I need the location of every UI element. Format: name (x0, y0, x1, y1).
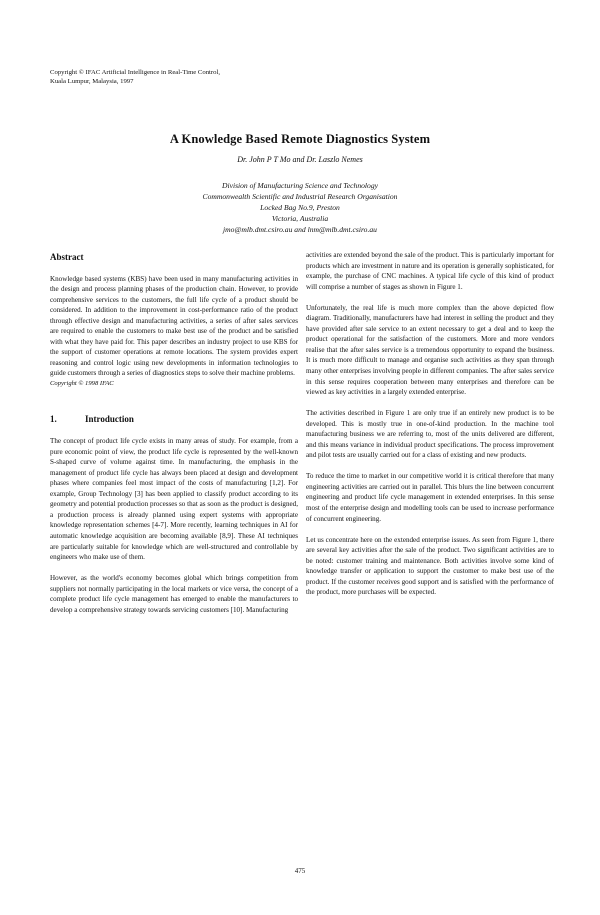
right-paragraph-1: activities are extended beyond the sale of the product. This is particularly important for products which are investment in nature and its operation is generally sophisticated, for example, the purchase of CNC machines. A typical life cycle of this kind of product will comprise a number of stages as shown in Figure 1. (306, 251, 555, 291)
abstract-text: Knowledge based systems (KBS) have been used in many manufacturing activities in the design and process planning phases of the production chain. However, to provide comprehensive services to the customers, the full life cycle of a product should be considered. In addition to the improvement in cost-performance ratio of the product through effective design and manufacturing activities, a series of after sales services are required to enable the customers to make best use of the product and be satisfied with what they have paid for. This paper describes an industry project to use KBS for the support of customer operations at remote locations. The system provides expert reasoning and control logic using new developments in information technologies to guide customers through a series of diagnostics steps to solve their machine problems. (50, 274, 298, 378)
affiliation-line: Victoria, Australia (271, 214, 329, 223)
right-paragraph-4: To reduce the time to market in our competitive world it is critical therefore that many engineering activities are carried out in parallel. This blurs the line between concurrent engineering and product life cycle management in extended enterprises. In this sense most of the enterprise design and modelling tools can be used to increase performance of concurrent engineering. (306, 472, 554, 523)
affiliation-line: Division of Manufacturing Science and Technology (222, 181, 378, 190)
paper-authors: Dr. John P T Mo and Dr. Laszlo Nemes (237, 155, 363, 164)
section-number: 1. (50, 413, 57, 424)
intro-paragraph-2: However, as the world's economy becomes global which brings competition from suppliers not normally participating in the local markets or vice versa, the concept of a complete product life cycle management has emerged to enable the manufacturers to develop a comprehensive strategy towards servicing customers [10]. Manufacturing (50, 574, 298, 614)
abstract-copyright: Copyright © 1998 IFAC (50, 380, 114, 388)
copyright-line-1: Copyright © IFAC Artificial Intelligence in Real-Time Control, (50, 69, 221, 76)
right-paragraph-2: Unfortunately, the real life is much more complex than the above depicted flow diagram. Traditionally, manufacturers have had interest in selling the product and they have provided after sale service to an extent necessary to get a deal and to keep the product operational for the satisfaction of the customers. More and more vendors realise that the after sales service is a tremendous opportunity to expand the business. It is much more difficult to manage and organise such activities as they span through many other enterprises involving people in different companies. The after sales service in this sense requires cooperation between many enterprises and therefore can be viewed as key activities in a largely extended enterprise. (306, 303, 554, 397)
section-title: Introduction (85, 413, 134, 424)
paper-title: A Knowledge Based Remote Diagnostics System (169, 132, 431, 146)
introduction-heading (50, 414, 298, 425)
copyright-line-2: Kuala Lumpur, Malaysia, 1997 (50, 78, 134, 85)
abstract-heading: Abstract (50, 252, 84, 262)
right-paragraph-3: The activities described in Figure 1 are only true if an entirely new product is to be developed. This is mostly true in one-of-kind production. In the machine tool manufacturing business we are referring to, most of the units delivered are different, and this means variance in individual product specifications. The process improvement and pilot tests are usually carried out for a class of existing and new products. (306, 409, 554, 460)
affiliation-block (0, 180, 600, 235)
right-paragraph-5: Let us concentrate here on the extended enterprise issues. As seen from Figure 1, there are several key activities after the sale of the product. Two significant activities are to be noted: customer training and maintenance. Both activities involve some kind of knowledge transfer or application to support the customer to make best use of the product. If the customer receives good support and is satisfied with the performance of the product, more purchases will be expected. (306, 535, 554, 597)
page-number: 475 (294, 867, 306, 875)
left-column (50, 252, 298, 626)
conference-copyright (50, 68, 350, 86)
affiliation-line: Locked Bag No.9, Preston (260, 203, 340, 212)
author-emails: jmo@mlb.dmt.csiro.au and lnm@mlb.dmt.csiro.au (223, 225, 377, 234)
intro-paragraph-1: The concept of product life cycle exists in many areas of study. For example, from a pure economic point of view, the product life cycle is represented by the well-known S-shaped curve of volume against time. In manufacturing, the emphasis in the management of product life cycle has always been placed at design and development phases where companies feel most impact of the costs of manufacturing [1,2]. For example, Group Technology [3] has been applied to classify product according to its geometry and potential production processes so that as soon as the product is designed, a production process is already planned using expert systems with appropriate knowledge representation schemes [4-7]. More recently, learning techniques in AI for automatic knowledge acquisition are becoming available [8,9]. These AI techniques are particularly suitable for knowledge which are well-structured and controllable by engineers who make use of them. (50, 437, 298, 562)
affiliation-line: Commonwealth Scientific and Industrial Research Organisation (202, 192, 398, 201)
right-column (306, 250, 554, 608)
